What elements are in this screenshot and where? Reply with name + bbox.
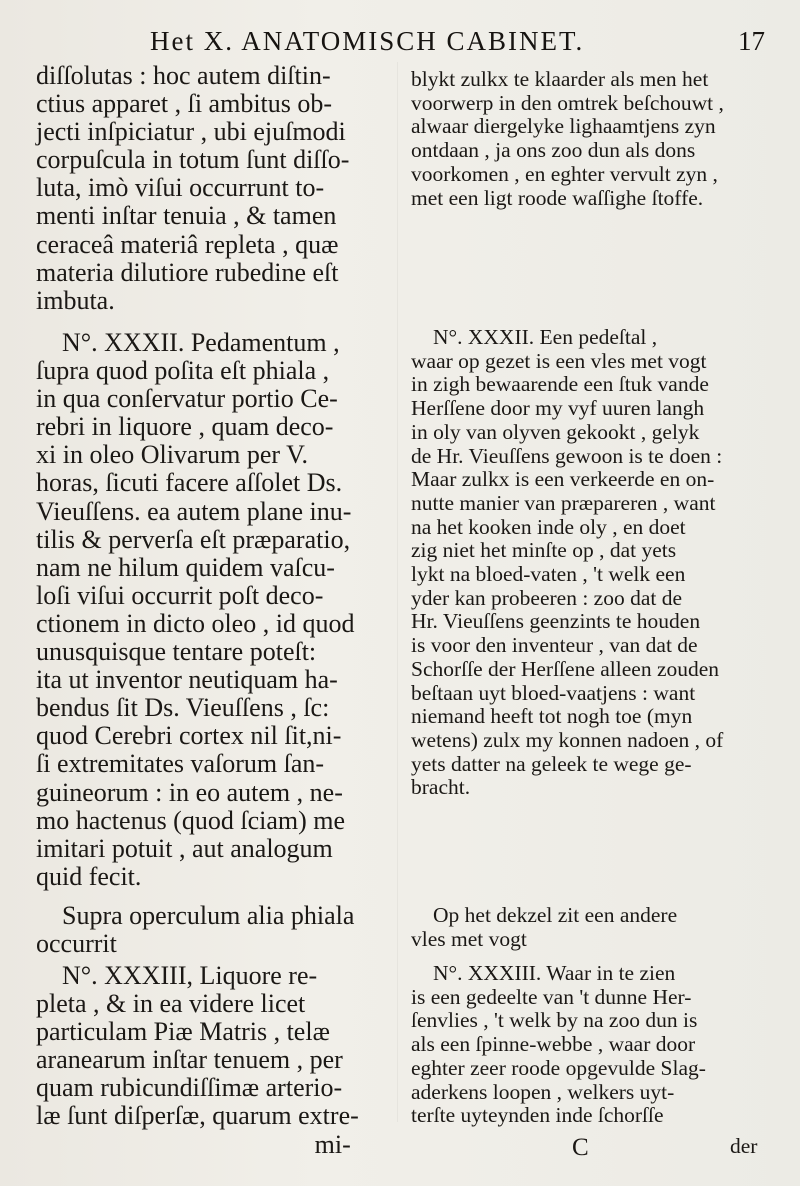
text-line: guineorum : in eo autem , ne- bbox=[36, 777, 343, 807]
text-line: ſupra quod poſita eſt phiala , bbox=[36, 356, 330, 386]
dutch-paragraph-continuation bbox=[411, 68, 724, 210]
text-line: corpuſcula in totum ſunt diſſo- bbox=[36, 145, 350, 175]
text-line: ctionem in dicto oleo , id quod bbox=[36, 608, 355, 638]
text-line: met een ligt roode waſſighe ſtoffe. bbox=[411, 185, 704, 210]
text-line: menti inſtar tenuia , & tamen bbox=[36, 201, 337, 231]
text-line: Supra operculum alia phiala bbox=[62, 901, 355, 930]
running-title: Het X. ANATOMISCH CABINET. bbox=[150, 26, 585, 56]
text-line: rebri in liquore , quam deco- bbox=[36, 412, 334, 442]
text-line: N°. XXXIII. Waar in te zien bbox=[433, 961, 676, 985]
text-line: luta, imò viſui occurrunt to- bbox=[36, 173, 325, 203]
text-line: voorwerp in den omtrek beſchouwt , bbox=[411, 90, 724, 115]
text-line: wetens) zulx my konnen nadoen , of bbox=[411, 727, 724, 752]
text-line: diſſolutas : hoc autem diſtin- bbox=[36, 61, 331, 90]
text-line: niemand heeft tot nogh toe (myn bbox=[411, 704, 693, 729]
text-line: ſi extremitates vaſorum ſan- bbox=[36, 749, 325, 779]
text-line: horas, ſicuti facere aſſolet Ds. bbox=[36, 468, 343, 498]
text-line: jecti inſpiciatur , ubi ejuſmodi bbox=[36, 117, 346, 147]
text-line: quam rubicundiſſimæ arterio- bbox=[36, 1073, 343, 1103]
gutter-shadow bbox=[397, 62, 398, 1122]
text-line: quid fecit. bbox=[36, 861, 142, 891]
text-line: zig niet het minſte op , dat yets bbox=[411, 538, 677, 563]
text-line: Maar zulkx is een verkeerde en on- bbox=[411, 467, 715, 492]
text-line: particulam Piæ Matris , telæ bbox=[36, 1017, 330, 1047]
page-number: 17 bbox=[738, 26, 765, 56]
text-line: lykt na bloed-vaten , 't welk een bbox=[411, 562, 686, 587]
text-line: Op het dekzel zit een andere bbox=[433, 903, 678, 927]
catchword: der bbox=[730, 1134, 758, 1158]
text-line: Schorſſe der Herſſene alleen zouden bbox=[411, 656, 720, 681]
text-line: unusquisque tentare poteſt: bbox=[36, 637, 317, 667]
text-line: imitari potuit , aut analogum bbox=[36, 833, 333, 863]
text-line: mo hactenus (quod ſciam) me bbox=[36, 805, 346, 835]
text-line: in qua conſervatur portio Ce- bbox=[36, 384, 338, 414]
text-line: Hr. Vieuſſens geenzints te houden bbox=[411, 609, 701, 634]
text-line: materia dilutiore rubedine eſt bbox=[36, 257, 339, 287]
text-line: xi in oleo Olivarum per V. bbox=[36, 440, 309, 470]
text-line: als een ſpinne-webbe , waar door bbox=[411, 1032, 696, 1057]
text-line: aderkens loopen , welkers uyt- bbox=[411, 1079, 675, 1104]
text-line: is een gedeelte van 't dunne Her- bbox=[411, 984, 692, 1009]
text-line: Herſſene door my vyf uuren langh bbox=[411, 396, 705, 421]
running-header bbox=[0, 26, 800, 66]
text-line: ſenvlies , 't welk by na zoo dun is bbox=[411, 1008, 698, 1033]
text-line: occurrit bbox=[36, 929, 117, 959]
text-line: terſte uyteynden inde ſchorſſe bbox=[411, 1103, 664, 1128]
text-line: in zigh bewaarende een ſtuk vande bbox=[411, 372, 709, 397]
text-line: nam ne hilum quidem vaſcu- bbox=[36, 552, 335, 582]
text-line: is voor den inventeur , van dat de bbox=[411, 633, 698, 658]
dutch-paragraph-xxxiii bbox=[411, 962, 706, 1128]
text-line: loſi viſui occurrit poſt deco- bbox=[36, 580, 324, 610]
text-line: ontdaan , ja ons zoo dun als dons bbox=[411, 138, 696, 163]
text-line: de Hr. Vieuſſens gewoon is te doen : bbox=[411, 443, 723, 468]
text-line: N°. XXXIII, Liquore re- bbox=[62, 961, 318, 990]
text-line: ceraceâ materiâ repleta , quæ bbox=[36, 229, 339, 259]
text-line: ita ut inventor neutiquam ha- bbox=[36, 665, 338, 695]
text-line: N°. XXXII. Een pedeſtal , bbox=[433, 325, 658, 349]
text-line: mi- bbox=[314, 1129, 351, 1159]
text-line: bracht. bbox=[411, 775, 471, 800]
text-line: vles met vogt bbox=[411, 926, 527, 951]
text-line: ctius apparet , ſi ambitus ob- bbox=[36, 89, 333, 119]
text-line: læ ſunt diſperſæ, quarum extre- bbox=[36, 1101, 359, 1131]
text-line: imbuta. bbox=[36, 285, 115, 315]
latin-paragraph-supra bbox=[36, 902, 354, 958]
text-line: beſtaan uyt bloed-vaatjens : want bbox=[411, 680, 696, 705]
text-line: voorkomen , en eghter vervult zyn , bbox=[411, 161, 718, 186]
text-line: yder kan probeeren : zoo dat de bbox=[411, 585, 683, 610]
text-line: Vieuſſens. ea autem plane inu- bbox=[36, 496, 352, 526]
text-line: in oly van olyven gekookt , gelyk bbox=[411, 419, 700, 444]
text-line: eghter zeer roode opgevulde Slag- bbox=[411, 1055, 706, 1080]
text-line: yets datter na geleek te wege ge- bbox=[411, 751, 692, 776]
dutch-paragraph-dekzel bbox=[411, 904, 677, 951]
text-line: N°. XXXII. Pedamentum , bbox=[62, 328, 340, 357]
text-line: aranearum inſtar tenuem , per bbox=[36, 1045, 343, 1075]
latin-paragraph-xxxiii bbox=[36, 962, 359, 1159]
text-line: quod Cerebri cortex nil ſit,ni- bbox=[36, 721, 342, 751]
text-line: bendus ſit Ds. Vieuſſens , ſc: bbox=[36, 693, 330, 723]
signature-mark: C bbox=[572, 1134, 589, 1161]
text-line: alwaar diergelyke lighaamtjens zyn bbox=[411, 114, 716, 139]
text-line: nutte manier van præpareren , want bbox=[411, 490, 716, 515]
text-line: waar op gezet is een vles met vogt bbox=[411, 348, 707, 373]
dutch-paragraph-xxxii bbox=[411, 326, 723, 800]
text-line: na het kooken inde oly , en doet bbox=[411, 514, 686, 539]
latin-paragraph-xxxii bbox=[36, 329, 354, 891]
text-line: pleta , & in ea videre licet bbox=[36, 989, 306, 1019]
text-line: tilis & perverſa eſt præparatio, bbox=[36, 524, 351, 554]
text-line: blykt zulkx te klaarder als men het bbox=[411, 67, 709, 91]
latin-paragraph-continuation bbox=[36, 62, 349, 315]
